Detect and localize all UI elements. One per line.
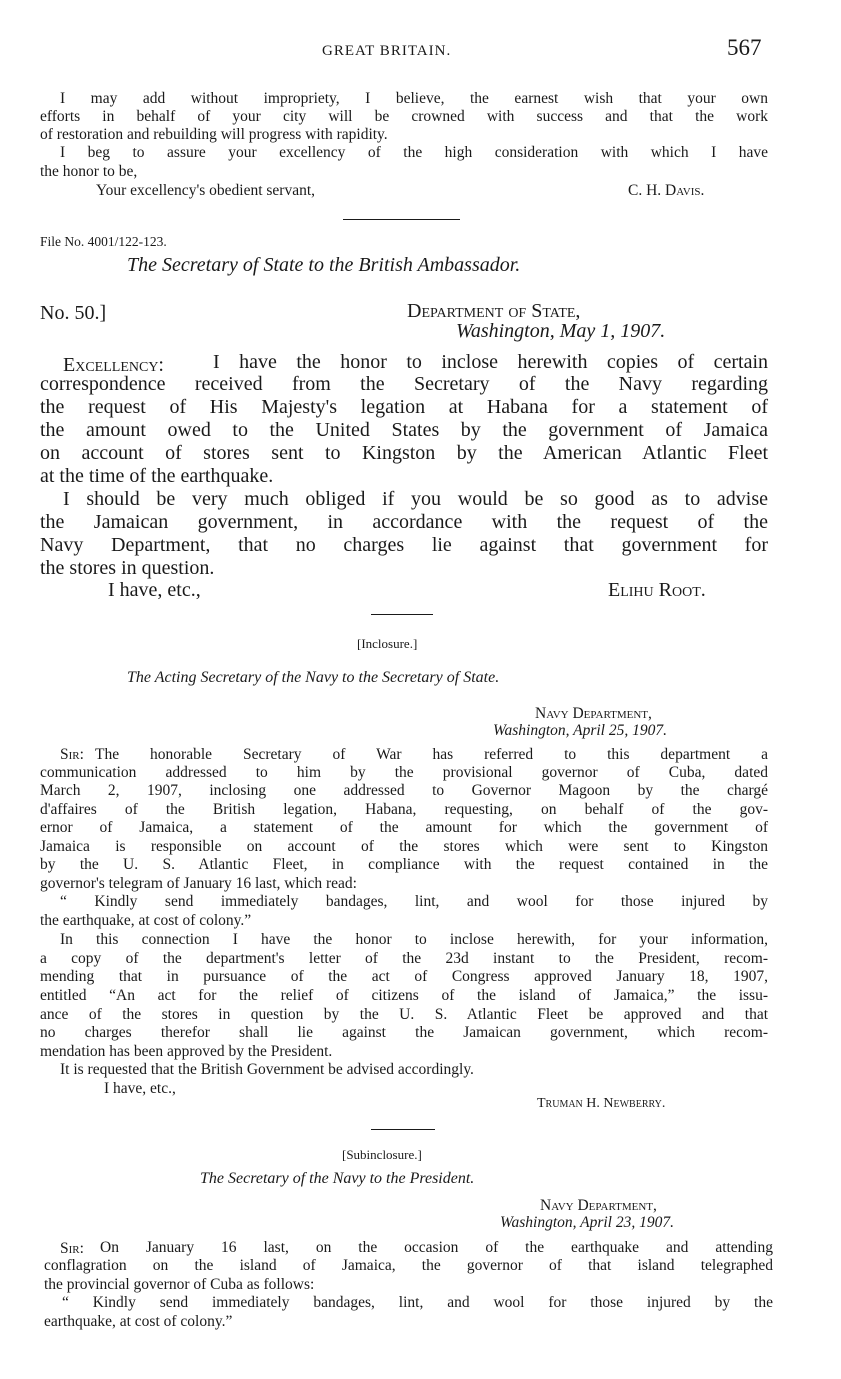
body-line: on account of stores sent to Kingston by the American Atlantic Fleet xyxy=(40,442,768,464)
closing-line: I have, etc., xyxy=(104,1080,176,1097)
body-line: I have the honor to inclose herewith copies of certain xyxy=(213,351,768,373)
body-line: the amount owed to the United States by the government of Jamaica xyxy=(40,419,768,441)
department-line: Department of State, xyxy=(407,300,581,322)
closing-line: I have, etc., xyxy=(108,579,201,601)
body-line: d'affaires of the British legation, Habana, requesting, on behalf of the gov- xyxy=(40,801,768,818)
body-line: communication addressed to him by the provisional governor of Cuba, dated xyxy=(40,764,768,781)
signature: Truman H. Newberry. xyxy=(537,1096,666,1111)
body-line: I beg to assure your excellency of the high consideration with which I have xyxy=(60,144,768,161)
body-line: the earthquake, at cost of colony.” xyxy=(40,912,252,929)
running-header: GREAT BRITAIN. xyxy=(322,43,452,59)
body-line: the request of His Majesty's legation at Habana for a statement of xyxy=(40,396,768,418)
salutation: Sir: xyxy=(60,1240,84,1257)
department-line: Navy Department, xyxy=(540,1197,657,1214)
page-number: 567 xyxy=(727,35,762,60)
letter-heading: The Acting Secretary of the Navy to the Secretary of State. xyxy=(127,669,500,686)
separator-rule xyxy=(343,219,460,220)
body-line: the provincial governor of Cuba as follows: xyxy=(44,1276,315,1293)
body-line: I may add without impropriety, I believe, the earnest wish that your own xyxy=(60,90,768,107)
subinclosure-label: [Subinclosure.] xyxy=(342,1147,422,1162)
separator-rule xyxy=(371,1129,435,1130)
body-line: correspondence received from the Secretary of the Navy regarding xyxy=(40,373,768,395)
signature: Elihu Root. xyxy=(608,579,706,601)
body-line: the Jamaican government, in accordance with the request of the xyxy=(40,511,768,533)
body-line: earthquake, at cost of colony.” xyxy=(44,1313,233,1330)
body-line: a copy of the department's letter of the 23d instant to the President, recom- xyxy=(40,950,768,967)
body-line: the stores in question. xyxy=(40,557,215,579)
body-line: “ Kindly send immediately bandages, lint, and wool for those injured by xyxy=(60,893,768,910)
body-line: of restoration and rebuilding will progress with rapidity. xyxy=(40,126,388,143)
signature: C. H. Davis. xyxy=(628,182,705,199)
place-date-line: Washington, April 23, 1907. xyxy=(500,1214,674,1231)
body-line: The honorable Secretary of War has referred to this department a xyxy=(95,746,768,763)
body-line: efforts in behalf of your city will be crowned with success and that the work xyxy=(40,108,768,125)
salutation: Excellency: xyxy=(63,354,164,376)
closing-line: Your excellency's obedient servant, xyxy=(96,182,316,199)
body-line: Navy Department, that no charges lie against that government for xyxy=(40,534,768,556)
place-date-line: Washington, May 1, 1907. xyxy=(456,320,666,342)
body-line: conflagration on the island of Jamaica, the governor of that island telegraphed xyxy=(44,1257,773,1274)
body-line: governor's telegram of January 16 last, which read: xyxy=(40,875,357,892)
salutation: Sir: xyxy=(60,746,84,763)
body-line: On January 16 last, on the occasion of the earthquake and attending xyxy=(100,1239,773,1256)
inclosure-label: [Inclosure.] xyxy=(357,636,418,651)
place-date-line: Washington, April 25, 1907. xyxy=(493,722,667,739)
body-line: mending that in pursuance of the act of Congress approved January 18, 1907, xyxy=(40,968,768,985)
body-line: mendation has been approved by the President. xyxy=(40,1043,333,1060)
body-line: ernor of Jamaica, a statement of the amount for which the government of xyxy=(40,819,768,836)
body-line: March 2, 1907, inclosing one addressed to Governor Magoon by the chargé xyxy=(40,782,768,799)
body-line: It is requested that the British Government be advised accordingly. xyxy=(60,1061,474,1078)
body-line: by the U. S. Atlantic Fleet, in compliance with the request contained in the xyxy=(40,856,768,873)
body-line: Jamaica is responsible on account of the stores which were sent to Kingston xyxy=(40,838,768,855)
body-line: entitled “An act for the relief of citizens of the island of Jamaica,” the issu- xyxy=(40,987,768,1004)
body-line: In this connection I have the honor to inclose herewith, for your information, xyxy=(60,931,768,948)
body-line: I should be very much obliged if you would be so good as to advise xyxy=(63,488,768,510)
letter-heading: The Secretary of State to the British Ambassador. xyxy=(127,254,521,276)
letter-heading: The Secretary of the Navy to the President. xyxy=(200,1170,475,1187)
body-line: the honor to be, xyxy=(40,163,138,180)
separator-rule xyxy=(371,614,433,615)
body-line: “ Kindly send immediately bandages, lint, and wool for those injured by the xyxy=(62,1294,773,1311)
body-line: ance of the stores in question by the U. S. Atlantic Fleet be approved and that xyxy=(40,1006,768,1023)
letter-number: No. 50.] xyxy=(40,302,107,324)
body-line: at the time of the earthquake. xyxy=(40,465,274,487)
body-line: no charges therefor shall lie against the Jamaican government, which recom- xyxy=(40,1024,768,1041)
file-number: File No. 4001/122-123. xyxy=(40,234,167,249)
department-line: Navy Department, xyxy=(535,705,652,722)
